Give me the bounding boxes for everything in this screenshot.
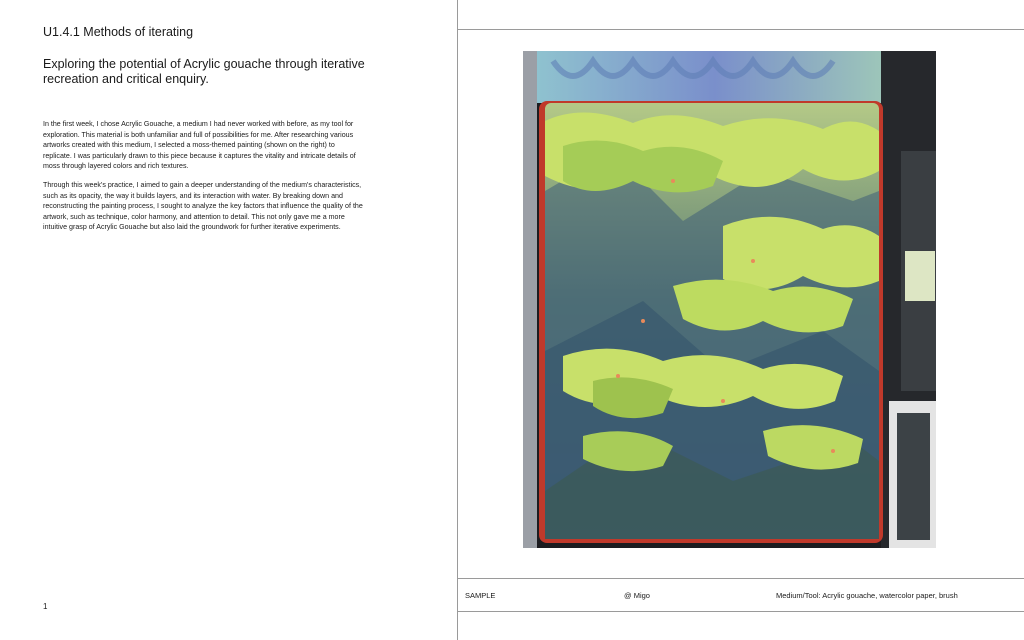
page-heading: Exploring the potential of Acrylic gouache through iterative recreation and critical enquiry.	[43, 57, 365, 86]
caption-top-rule	[458, 578, 1024, 579]
page-number: 1	[43, 602, 48, 611]
top-rule	[458, 29, 1024, 30]
body-paragraph-1: In the first week, I chose Acrylic Gouache, a medium I had never worked with before, as my tool for exploration. This material is both unfamiliar and full of possibilities for me. After researching various artworks created with this medium, I selected a moss-themed painting (shown on the right) to replicate. I was particularly drawn to this piece because it captures the vitality and intricate details of moss through layered colors and rich textures.	[43, 120, 356, 171]
caption-label: SAMPLE	[465, 591, 496, 600]
caption-medium: Medium/Tool: Acrylic gouache, watercolor paper, brush	[776, 591, 958, 600]
left-page	[0, 0, 457, 640]
artwork-photo	[523, 51, 936, 548]
right-page	[458, 0, 1024, 640]
caption-author: @ Migo	[624, 591, 650, 600]
caption-bottom-rule	[458, 611, 1024, 612]
body-paragraph-2: Through this week's practice, I aimed to gain a deeper understanding of the medium's characteristics, such as its opacity, the way it builds layers, and its interaction with water. By breaking down and reconstructing the painting process, I sought to analyze the key factors that influence the quality of the artwork, such as technique, color harmony, and attention to detail. This not only gave me a more intuitive grasp of Acrylic Gouache but also laid the groundwork for further iterative experiments.	[43, 181, 363, 232]
section-title: U1.4.1 Methods of iterating	[43, 25, 194, 39]
